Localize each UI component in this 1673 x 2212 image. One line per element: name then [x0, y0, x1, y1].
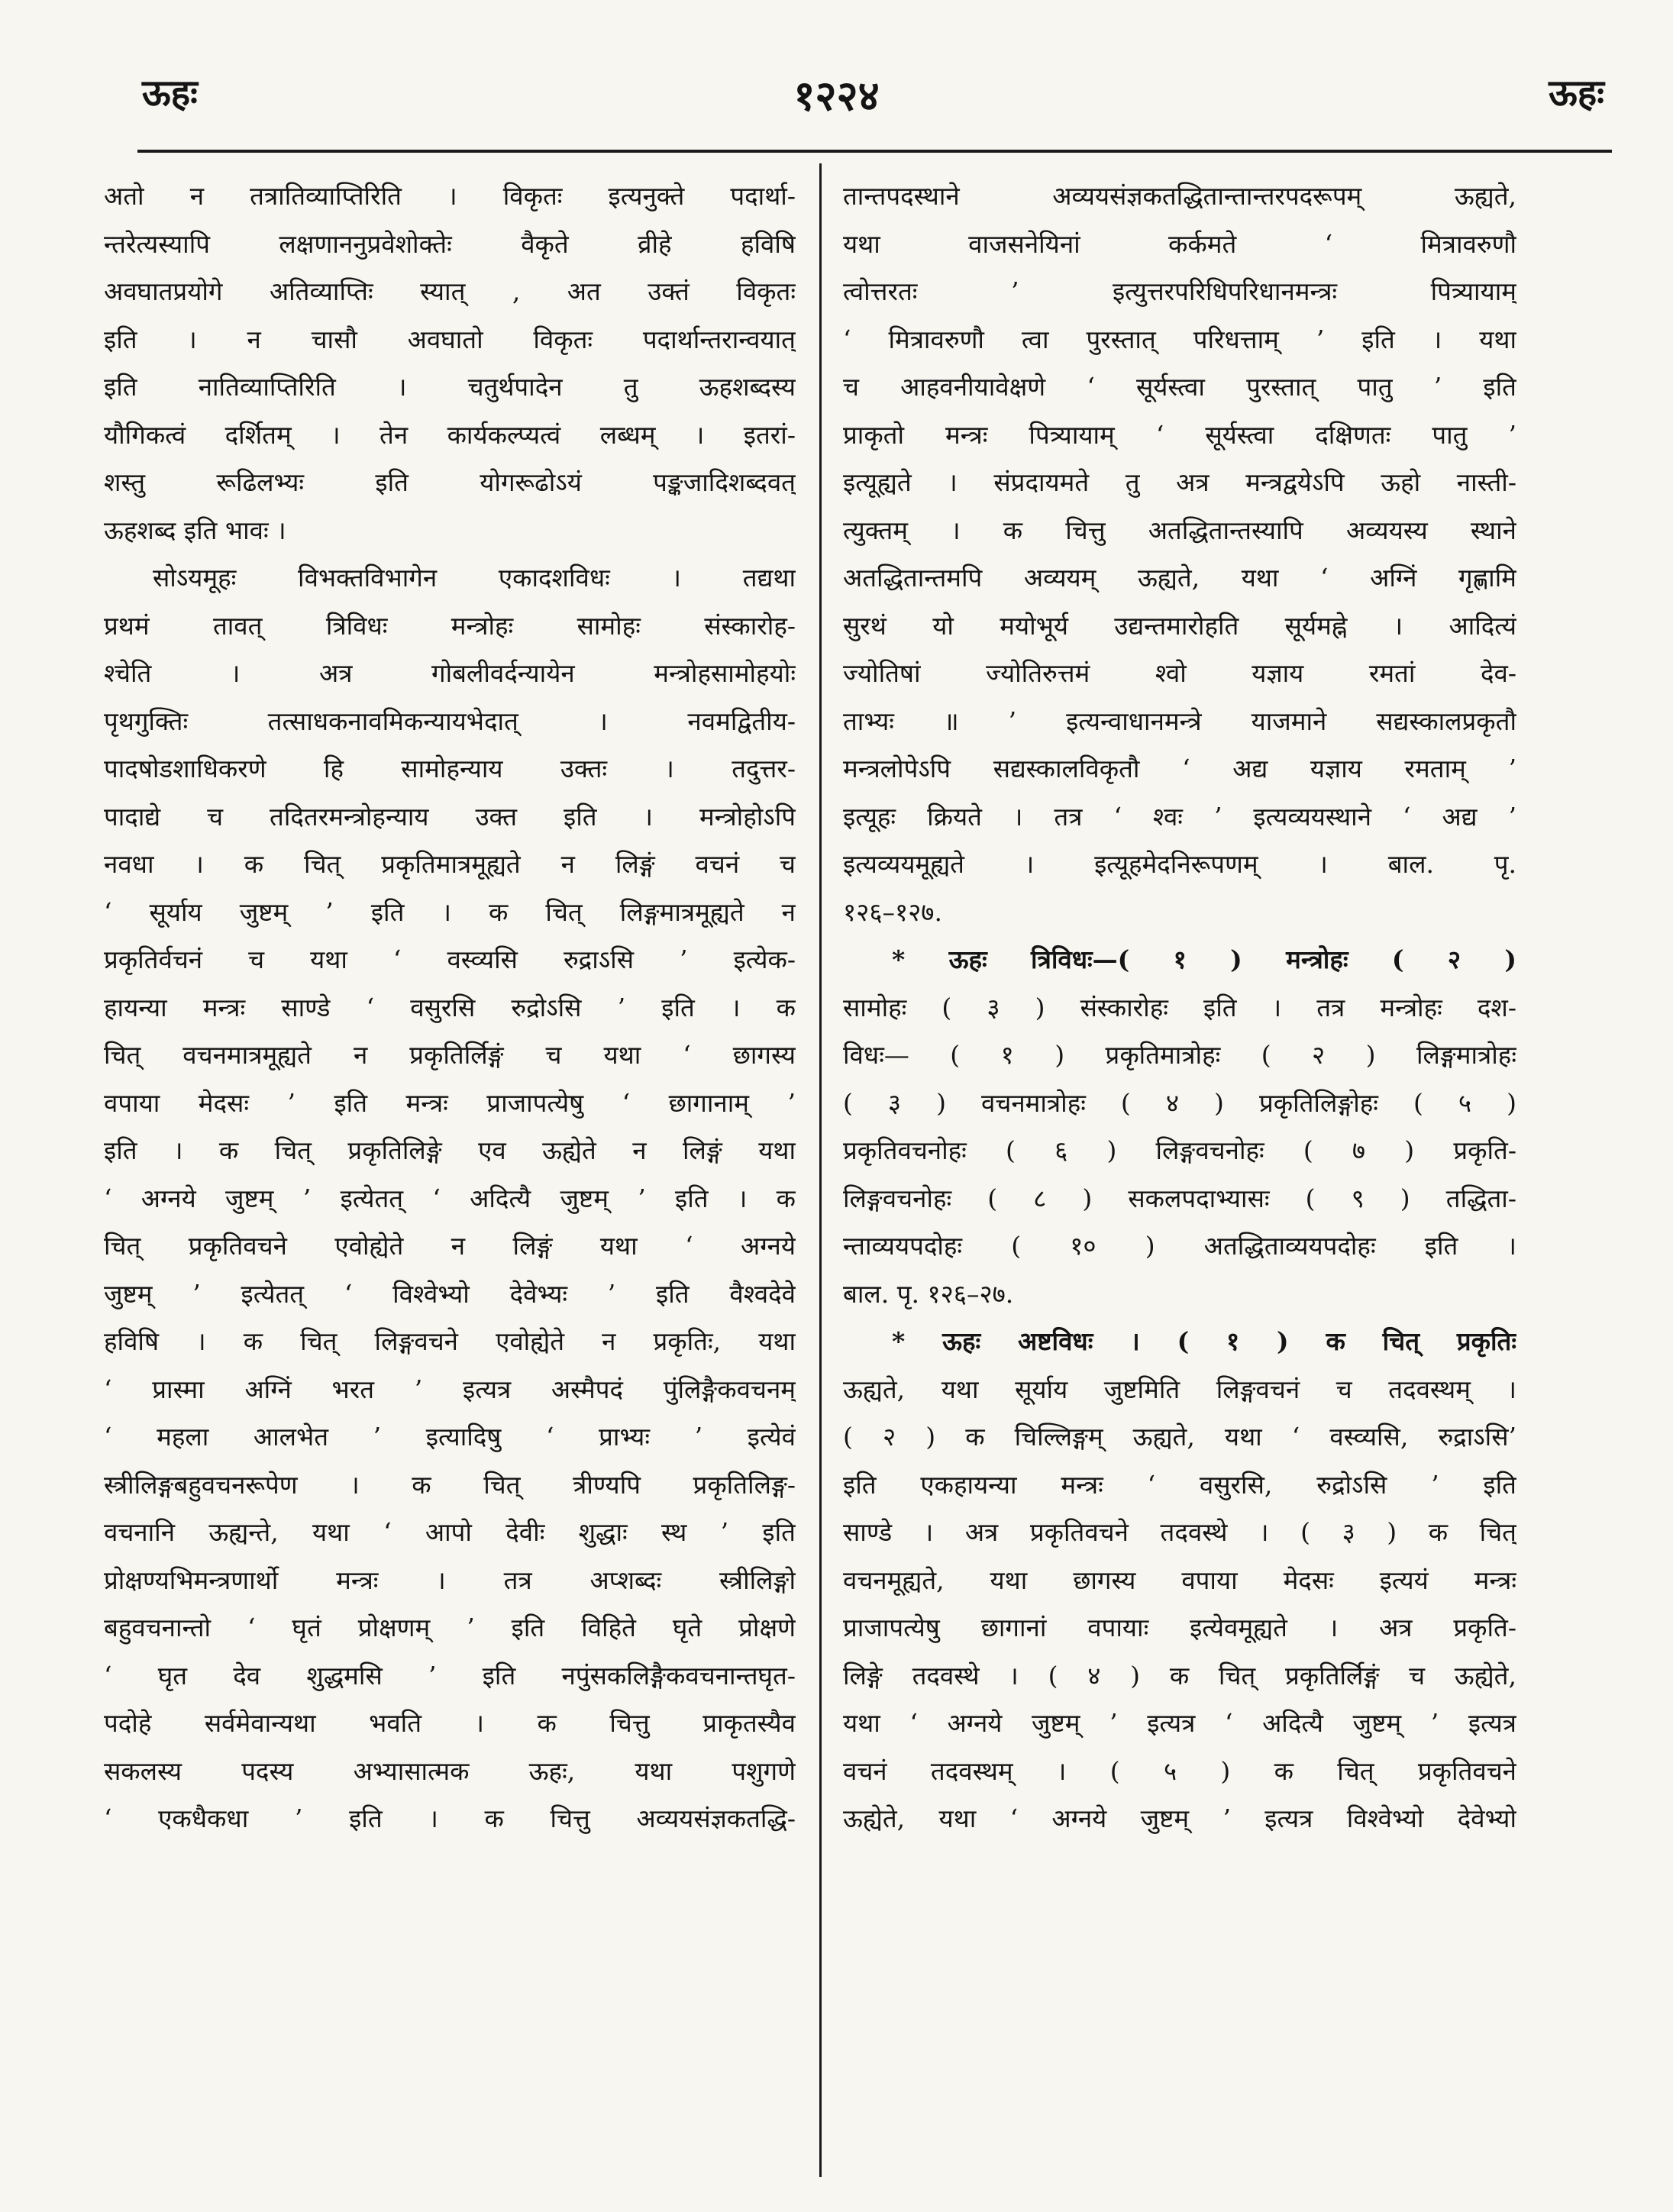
text-line: ऊह्यते, यथा सूर्याय जुष्टमिति लिङ्गवचनं च तदवस्थम् । [843, 1374, 1516, 1404]
text-line: साण्डे । अत्र प्रकृतिवचने तदवस्थे । ( ३ ) क चित् [843, 1517, 1516, 1547]
text-line: ताभ्यः ॥ ’ इत्यन्वाधानमन्त्रे याजमाने सद्यस्कालप्रकृतौ [843, 706, 1516, 736]
text-line: ज्योतिषां ज्योतिरुत्तमं श्वो यज्ञाय रमतां देव- [843, 658, 1516, 688]
text-line: ‘ महला आलभेत ’ इत्यादिषु ‘ प्राभ्यः ’ इत्येवं [104, 1422, 796, 1452]
text-line: नवधा । क चित् प्रकृतिमात्रमूह्यते न लिङ्गं वचनं च [104, 849, 796, 879]
text-line: न्ताव्ययपदोहः ( १० ) अतद्धिताव्ययपदोहः इति । [843, 1231, 1516, 1261]
text-line: मन्त्रलोपेऽपि सद्यस्कालविकृतौ ‘ अद्य यज्ञाय रमताम् ’ [843, 754, 1516, 783]
text-line: इत्यूहः क्रियते । तत्र ‘ श्वः ’ इत्यव्ययस्थाने ‘ अद्य ’ [843, 801, 1516, 832]
text-line: ‘ मित्रावरुणौ त्वा पुरस्तात् परिधत्ताम् ’ इति । यथा [843, 324, 1516, 354]
text-line: त्युक्तम् । क चित्तु अतद्धितान्तस्यापि अव्ययस्य स्थाने [843, 515, 1516, 545]
text-line: सकलस्य पदस्य अभ्यासात्मक ऊहः, यथा पशुगणे [104, 1755, 796, 1786]
paragraph-start-line: सोऽयमूहः विभक्तविभागेन एकादशविधः । तद्यथा [153, 563, 796, 593]
text-line: बहुवचनान्तो ‘ घृतं प्रोक्षणम् ’ इति विहिते घृते प्रोक्षणे [104, 1613, 796, 1642]
entry-start-line: * ऊहः त्रिविधः—( १ ) मन्त्रोहः ( २ ) [892, 945, 1516, 974]
text-line: प्रोक्षण्यभिमन्त्रणार्थो मन्त्रः । तत्र अप्शब्दः स्त्रीलिङ्गो [104, 1565, 796, 1595]
text-line: शस्तु रूढिलभ्यः इति योगरूढोऽयं पङ्कजादिशब्दवत् [104, 467, 796, 497]
text-line: चित् वचनमात्रमूह्यते न प्रकृतिर्लिङ्गं च यथा ‘ छागस्य [104, 1040, 796, 1070]
text-line: वचनमूह्यते, यथा छागस्य वपाया मेदसः इत्ययं मन्त्रः [843, 1565, 1516, 1595]
text-line: इत्यूह्यते । संप्रदायमते तु अत्र मन्त्रद्वयेऽपि ऊहो नास्ती- [843, 467, 1516, 497]
text-line: लिङ्गे तदवस्थे । ( ४ ) क चित् प्रकृतिर्लिङ्गं च ऊह्येते, [843, 1660, 1516, 1690]
text-line: १२६–१२७. [843, 896, 942, 927]
column-divider [819, 163, 822, 2177]
text-line: सामोहः ( ३ ) संस्कारोहः इति । तत्र मन्त्रोहः दश- [843, 992, 1516, 1022]
text-line: ‘ घृत देव शुद्धमसि ’ इति नपुंसकलिङ्गैकवचनान्तघृत- [104, 1660, 796, 1690]
text-line: यौगिकत्वं दर्शितम् । तेन कार्यकल्प्यत्वं लब्धम् । इतरां- [104, 419, 796, 450]
text-line: स्त्रीलिङ्गबहुवचनरूपेण । क चित् त्रीण्यपि प्रकृतिलिङ्ग- [104, 1469, 796, 1500]
text-line: जुष्टम् ’ इत्येतत् ‘ विश्वेभ्यो देवेभ्यः ’ इति वैश्वदेवे [104, 1278, 796, 1309]
text-line: पृथगुक्तिः तत्साधकनावमिकन्यायभेदात् । नवमद्वितीय- [104, 706, 796, 736]
text-line: इत्यव्ययमूह्यते । इत्यूहमेदनिरूपणम् । बाल. पृ. [843, 849, 1516, 879]
text-line: त्वोत्तरतः ’ इत्युत्तरपरिधिपरिधानमन्त्रः पित्र्यायाम् [843, 276, 1516, 306]
text-line: सुरथं यो मयोभूर्य उद्यन्तमारोहति सूर्यमह्ने । आदित्यं [843, 610, 1516, 641]
text-line: यथा वाजसनेयिनां कर्कमते ‘ मित्रावरुणौ [843, 228, 1516, 259]
left-column [104, 173, 796, 2173]
text-line: ‘ अग्नये जुष्टम् ’ इत्येतत् ‘ अदित्यै जुष्टम् ’ इति । क [104, 1183, 796, 1213]
text-line: बाल. पृ. १२६–२७. [843, 1278, 1014, 1309]
header-headword-left: ऊहः [142, 72, 198, 115]
text-line: प्राजापत्येषु छागानां वपायाः इत्येवमूह्यते । अत्र प्रकृति- [843, 1613, 1516, 1642]
text-line: इति । न चासौ अवघातो विकृतः पदार्थान्तरान्वयात् [104, 324, 796, 354]
text-line: ‘ प्रास्मा अग्निं भरत ’ इत्यत्र अस्मैपदं पुंलिङ्गैकवचनम् [104, 1374, 796, 1404]
text-line: पदोहे सर्वमेवान्यथा भवति । क चित्तु प्राकृतस्यैव [104, 1708, 796, 1738]
text-line: अवघातप्रयोगे अतिव्याप्तिः स्यात् , अत उक्तं विकृतः [104, 276, 796, 306]
text-line: ‘ सूर्याय जुष्टम् ’ इति । क चित् लिङ्गमात्रमूह्यते न [104, 896, 796, 927]
text-line: हायन्या मन्त्रः साण्डे ‘ वसुरसि रुद्रोऽसि ’ इति । क [104, 992, 796, 1022]
page-number: १२२४ [793, 71, 880, 120]
text-line: ‘ एकधैकधा ’ इति । क चित्तु अव्ययसंज्ञकतद्धि- [104, 1804, 796, 1833]
text-line: वचनं तदवस्थम् । ( ५ ) क चित् प्रकृतिवचने [843, 1755, 1516, 1786]
text-line: यथा ‘ अग्नये जुष्टम् ’ इत्यत्र ‘ अदित्यै जुष्टम् ’ इत्यत्र [843, 1708, 1516, 1738]
header-rule [137, 150, 1612, 153]
text-line: इति । क चित् प्रकृतिलिङ्गे एव ऊह्येते न लिङ्गं यथा [104, 1135, 796, 1165]
text-line: पादाद्ये च तदितरमन्त्रोहन्याय उक्त इति । मन्त्रोहोऽपि [104, 801, 796, 832]
text-line: श्चेति । अत्र गोबलीवर्दन्यायेन मन्त्रोहसामोहयोः [104, 658, 796, 688]
text-line: अतद्धितान्तमपि अव्ययम् ऊह्यते, यथा ‘ अग्निं गृह्णामि [843, 563, 1516, 593]
text-line: विधः— ( १ ) प्रकृतिमात्रोहः ( २ ) लिङ्गमात्रोहः [843, 1040, 1516, 1070]
text-line: वपाया मेदसः ’ इति मन्त्रः प्राजापत्येषु ‘ छागानाम् ’ [104, 1087, 796, 1118]
text-line: प्रथमं तावत् त्रिविधः मन्त्रोहः सामोहः संस्कारोह- [104, 610, 796, 641]
text-line: प्रकृतिर्वचनं च यथा ‘ वस्व्यसि रुद्राऽसि ’ इत्येक- [104, 945, 796, 974]
text-line: प्राकृतो मन्त्रः पित्र्यायाम् ‘ सूर्यस्त्वा दक्षिणतः पातु ’ [843, 419, 1516, 450]
text-line: वचनानि ऊह्यन्ते, यथा ‘ आपो देवीः शुद्धाः स्थ ’ इति [104, 1517, 796, 1547]
text-line: चित् प्रकृतिवचने एवोह्येते न लिङ्गं यथा ‘ अग्नये [104, 1231, 796, 1261]
text-line: पादषोडशाधिकरणे हि सामोहन्याय उक्तः । तदुत्तर- [104, 754, 796, 783]
text-line: ( ३ ) वचनमात्रोहः ( ४ ) प्रकृतिलिङ्गोहः ( ५ ) [843, 1087, 1516, 1118]
text-line: ऊहशब्द इति भावः । [104, 515, 286, 545]
text-line: लिङ्गवचनोहः ( ८ ) सकलपदाभ्यासः ( ९ ) तद्धिता- [843, 1183, 1516, 1213]
text-line: ऊह्येते, यथा ‘ अग्नये जुष्टम् ’ इत्यत्र विश्वेभ्यो देवेभ्यो [843, 1804, 1516, 1833]
header-headword-right: ऊहः [1549, 72, 1604, 115]
entry-start-line: * ऊहः अष्टविधः । ( १ ) क चित् प्रकृतिः [892, 1326, 1516, 1356]
text-line: ( २ ) क चिल्लिङ्गम् ऊह्यते, यथा ‘ वस्व्यसि, रुद्राऽसि’ [843, 1422, 1516, 1452]
text-line: प्रकृतिवचनोहः ( ६ ) लिङ्गवचनोहः ( ७ ) प्रकृति- [843, 1135, 1516, 1165]
text-line: तान्तपदस्थाने अव्ययसंज्ञकतद्धितान्तान्तरपदरूपम् ऊह्यते, [843, 181, 1516, 211]
right-column [843, 173, 1516, 2173]
text-line: न्तरेत्यस्यापि लक्षणाननुप्रवेशोक्तेः वैकृते व्रीहे हविषि [104, 228, 796, 259]
text-line: हविषि । क चित् लिङ्गवचने एवोह्येते न प्रकृतिः, यथा [104, 1326, 796, 1356]
text-line: इति नातिव्याप्तिरिति । चतुर्थपादेन तु ऊहशब्दस्य [104, 372, 796, 402]
text-line: च आहवनीयावेक्षणे ‘ सूर्यस्त्वा पुरस्तात् पातु ’ इति [843, 372, 1516, 402]
text-line: अतो न तत्रातिव्याप्तिरिति । विकृतः इत्यनुक्ते पदार्था- [104, 181, 796, 211]
text-line: इति एकहायन्या मन्त्रः ‘ वसुरसि, रुद्रोऽसि ’ इति [843, 1469, 1516, 1500]
